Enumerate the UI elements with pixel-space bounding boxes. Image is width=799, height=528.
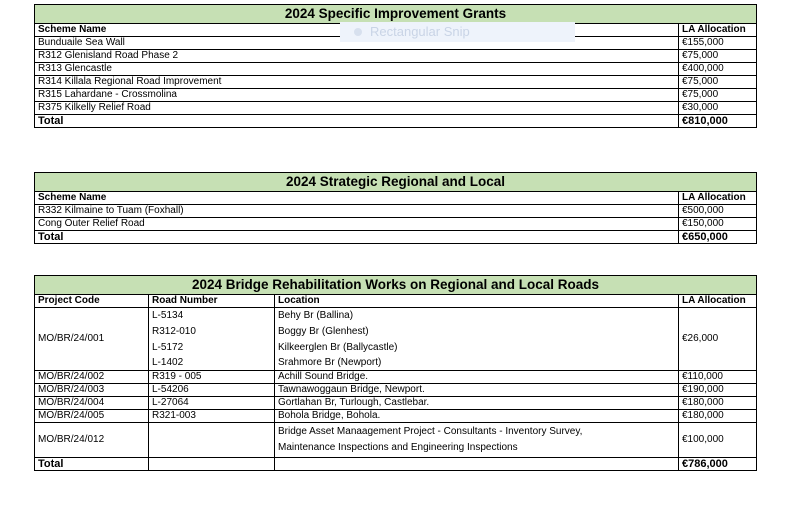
allocation: €180,000 <box>679 410 757 423</box>
scheme-name: R315 Lahardane - Crossmolina <box>35 89 679 102</box>
rectangular-snip-overlay <box>340 22 575 42</box>
table-row <box>35 102 757 115</box>
road-number: R319 - 005 <box>149 371 275 384</box>
location: Gortlahan Br, Turlough, Castlebar. <box>275 397 679 410</box>
allocation: €110,000 <box>679 371 757 384</box>
allocation: €155,000 <box>679 37 757 50</box>
bridge-rehabilitation-table <box>34 275 757 471</box>
road-number: R312-010 <box>149 324 275 340</box>
road-number: R321-003 <box>149 410 275 423</box>
table-title: 2024 Strategic Regional and Local <box>35 173 757 192</box>
scheme-name: R313 Glencastle <box>35 63 679 76</box>
road-number: L-1402 <box>149 356 275 371</box>
road-number <box>149 423 275 458</box>
allocation: €500,000 <box>679 205 757 218</box>
table-row <box>35 63 757 76</box>
column-header-scheme: Scheme Name <box>35 24 679 37</box>
allocation: €100,000 <box>679 423 757 458</box>
total-label: Total <box>35 231 679 244</box>
strategic-regional-local-table <box>34 172 757 244</box>
scheme-name: Cong Outer Relief Road <box>35 218 679 231</box>
location-line: Bridge Asset Manaagement Project - Consultants - Inventory Survey, <box>278 426 583 437</box>
snip-dot-icon <box>354 28 362 36</box>
table-row <box>35 218 757 231</box>
total-row <box>35 115 757 128</box>
location: Behy Br (Ballina) <box>275 308 679 325</box>
total-label: Total <box>35 458 149 471</box>
project-code: MO/BR/24/005 <box>35 410 149 423</box>
allocation: €190,000 <box>679 384 757 397</box>
scheme-name: R332 Kilmaine to Tuam (Foxhall) <box>35 205 679 218</box>
table-row <box>35 384 757 397</box>
table-row <box>35 76 757 89</box>
table-row <box>35 308 757 325</box>
table-row <box>35 89 757 102</box>
empty-cell <box>149 458 275 471</box>
table-title: 2024 Bridge Rehabilitation Works on Regional and Local Roads <box>35 276 757 295</box>
total-label: Total <box>35 115 679 128</box>
total-row <box>35 458 757 471</box>
table-title: 2024 Specific Improvement Grants <box>35 5 757 24</box>
location: Achill Sound Bridge. <box>275 371 679 384</box>
location-line: Maintenance Inspections and Engineering Inspections <box>278 442 518 453</box>
project-code: MO/BR/24/012 <box>35 423 149 458</box>
location: Boggy Br (Glenhest) <box>275 324 679 340</box>
total-row <box>35 231 757 244</box>
column-header-project-code: Project Code <box>35 295 149 308</box>
column-header-allocation: LA Allocation <box>679 295 757 308</box>
total-amount: €810,000 <box>679 115 757 128</box>
project-code: MO/BR/24/004 <box>35 397 149 410</box>
total-amount: €786,000 <box>679 458 757 471</box>
road-number: L-5134 <box>149 308 275 325</box>
allocation: €30,000 <box>679 102 757 115</box>
table-row <box>35 371 757 384</box>
column-header-allocation: LA Allocation <box>679 24 757 37</box>
allocation: €75,000 <box>679 50 757 63</box>
table-row <box>35 397 757 410</box>
road-number: L-54206 <box>149 384 275 397</box>
table-row <box>35 50 757 63</box>
allocation: €75,000 <box>679 89 757 102</box>
empty-cell <box>275 458 679 471</box>
allocation: €75,000 <box>679 76 757 89</box>
location: Tawnawoggaun Bridge, Newport. <box>275 384 679 397</box>
road-number: L-5172 <box>149 340 275 356</box>
scheme-name: R375 Kilkelly Relief Road <box>35 102 679 115</box>
column-header-allocation: LA Allocation <box>679 192 757 205</box>
scheme-name: Bunduaile Sea Wall <box>35 37 679 50</box>
allocation: €26,000 <box>679 308 757 371</box>
allocation: €150,000 <box>679 218 757 231</box>
road-number: L-27064 <box>149 397 275 410</box>
project-code: MO/BR/24/003 <box>35 384 149 397</box>
scheme-name: R314 Killala Regional Road Improvement <box>35 76 679 89</box>
project-code: MO/BR/24/001 <box>35 308 149 371</box>
project-code: MO/BR/24/002 <box>35 371 149 384</box>
total-amount: €650,000 <box>679 231 757 244</box>
allocation: €400,000 <box>679 63 757 76</box>
location: Kilkeerglen Br (Ballycastle) <box>275 340 679 356</box>
snip-label: Rectangular Snip <box>370 24 470 39</box>
column-header-road-number: Road Number <box>149 295 275 308</box>
table-row <box>35 423 757 458</box>
table-row <box>35 410 757 423</box>
location: Bohola Bridge, Bohola. <box>275 410 679 423</box>
column-header-location: Location <box>275 295 679 308</box>
column-header-scheme: Scheme Name <box>35 192 679 205</box>
allocation: €180,000 <box>679 397 757 410</box>
scheme-name: R312 Glenisland Road Phase 2 <box>35 50 679 63</box>
table-row <box>35 205 757 218</box>
location <box>275 423 679 458</box>
location: Srahmore Br (Newport) <box>275 356 679 371</box>
